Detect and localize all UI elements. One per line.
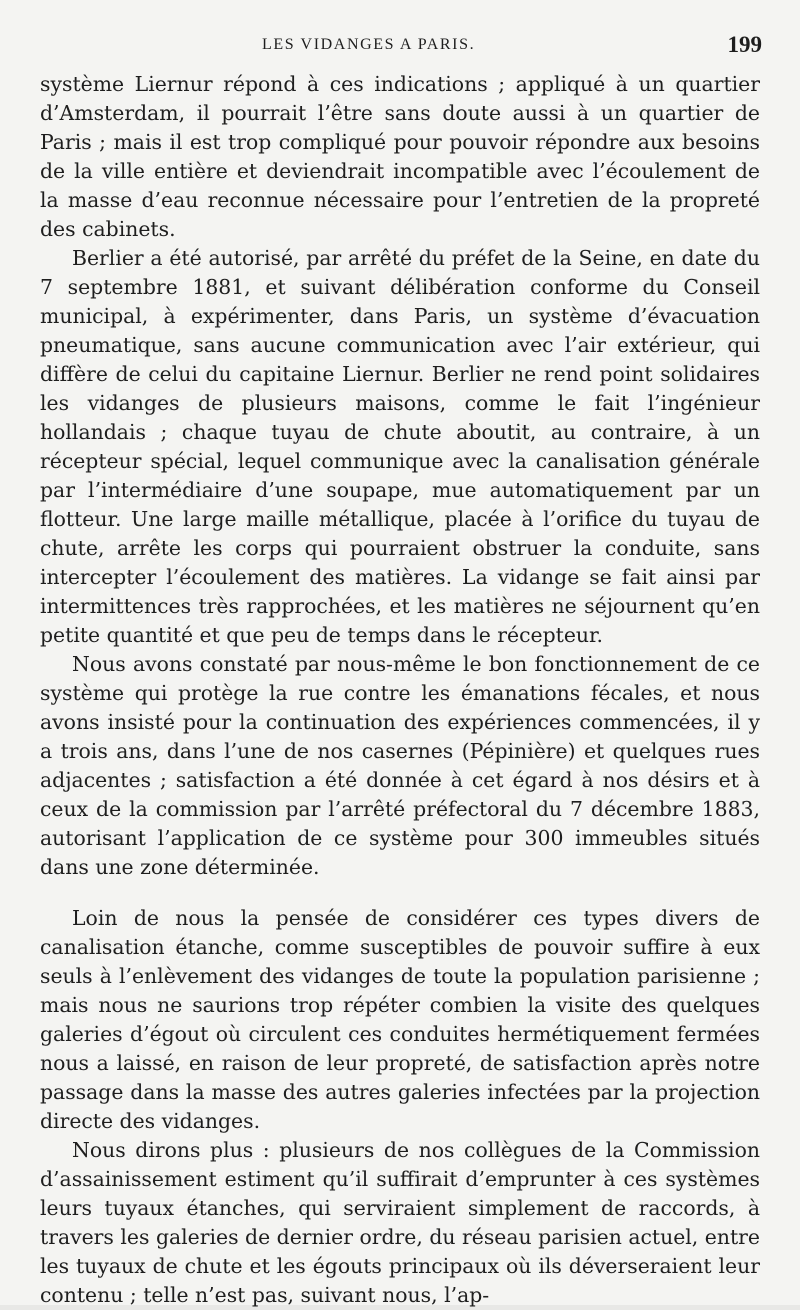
body-text bbox=[40, 70, 760, 1310]
paragraph-commission: Nous dirons plus : plusieurs de nos collègues de la Commission d’assainissement estiment qu’il suffirait d’emprunter à ces systèmes leurs tuyaux étanches, qui serviraient simplement de raccords, à travers les galeries de dernier ordre, du réseau parisien actuel, entre les tuyaux de chute et les égouts principaux où ils déverseraient leur contenu ; telle n’est pas, suivant nous, l’ap- bbox=[40, 1138, 760, 1307]
running-header bbox=[40, 32, 762, 62]
paragraph-berlier: Berlier a été autorisé, par arrêté du préfet de la Seine, en date du 7 septembre 1881, et suivant délibération conforme du Conseil municipal, à expérimenter, dans Paris, un système d’évacuation pneumatique, sans aucune communication avec l’air extérieur, qui diffère de celui du capitaine Liernur. Berlier ne rend point solidaires les vidanges de plusieurs maisons, comme le fait l’ingénieur hollandais ; chaque tuyau de chute aboutit, au contraire, à un récepteur spécial, lequel communique avec la canalisation générale par l’intermédiaire d’une soupape, mue automatiquement par un flotteur. Une large maille métallique, placée à l’orifice du tuyau de chute, arrête les corps qui pourraient obstruer la conduite, sans intercepter l’écoulement des matières. La vidange se fait ainsi par intermittences très rapprochées, et les matières ne séjournent qu’en petite quantité et que peu de temps dans le récepteur. bbox=[40, 246, 760, 647]
running-title: LES VIDANGES A PARIS. bbox=[262, 36, 476, 53]
page-number: 199 bbox=[727, 32, 762, 57]
paragraph-canalisation: Loin de nous la pensée de considérer ces types divers de canalisation étanche, comme susceptibles de pouvoir suffire à eux seuls à l’enlèvement des vidanges de toute la population parisienne ; mais nous ne saurions trop répéter combien la visite des quelques galeries d’égout où circulent ces conduites hermétiquement fermées nous a laissé, en raison de leur propreté, de satisfaction après notre passage dans la masse des autres galeries infectées par la projection directe des vidanges. bbox=[40, 906, 760, 1133]
paragraph-constatation: Nous avons constaté par nous-même le bon fonctionnement de ce système qui protège la rue contre les émanations fécales, et nous avons insisté pour la continuation des expériences commencées, il y a trois ans, dans l’une de nos casernes (Pépinière) et quelques rues adjacentes ; satisfaction a été donnée à cet égard à nos désirs et à ceux de la commission par l’arrêté préfectoral du 7 décembre 1883, autorisant l’application de ce système pour 300 immeubles situés dans une zone déterminée. bbox=[40, 652, 760, 879]
paragraph-continuation: système Liernur répond à ces indications ; appliqué à un quartier d’Amsterdam, il pourrait l’être sans doute aussi à un quartier de Paris ; mais il est trop compliqué pour pouvoir répondre aux besoins de la ville entière et deviendrait incompatible avec l’écoulement de la masse d’eau reconnue nécessaire pour l’entretien de la propreté des cabinets. bbox=[40, 72, 760, 241]
